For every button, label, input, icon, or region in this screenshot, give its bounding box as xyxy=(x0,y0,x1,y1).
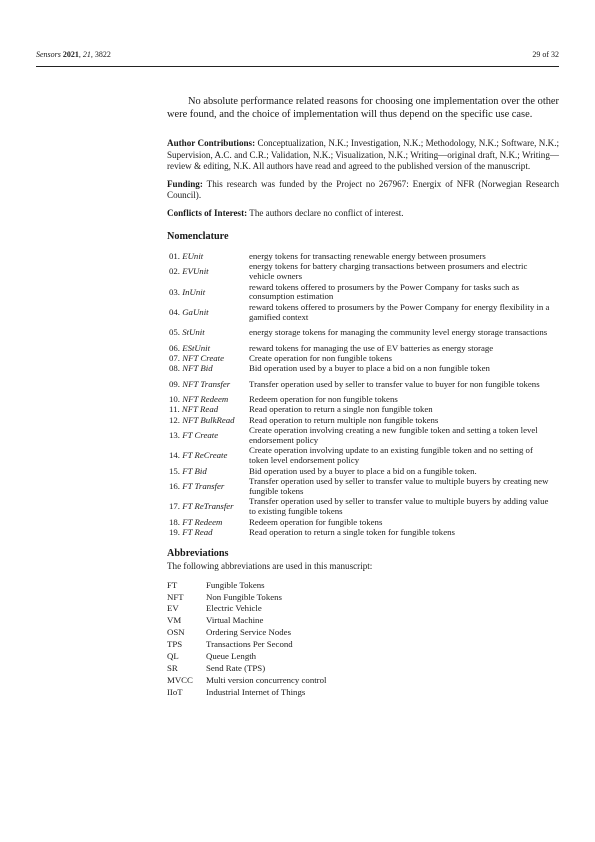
nomenclature-description: Create operation involving update to an existing fungible token and no setting of token level endorsement policy xyxy=(249,445,533,466)
nomenclature-term xyxy=(169,446,249,466)
nomenclature-term xyxy=(169,415,249,425)
journal-volume: 21 xyxy=(82,50,91,59)
nomenclature-number: 06. xyxy=(169,342,180,353)
page-number: 29 of 32 xyxy=(532,50,559,59)
nomenclature-term-name: NFT Bid xyxy=(182,363,213,374)
nomenclature-description: reward tokens offered to prosumers by the Power Company for energy flexibility in a gamified context xyxy=(249,302,550,322)
abbreviation-row xyxy=(167,639,326,651)
nomenclature-term-name: EUnit xyxy=(182,250,204,261)
nomenclature-number: 16. xyxy=(169,480,180,491)
abbreviation-row xyxy=(167,663,326,675)
abbreviation: SR xyxy=(167,662,178,673)
nomenclature-term xyxy=(169,262,249,282)
nomenclature-term-name: FT ReCreate xyxy=(182,450,228,461)
nomenclature-term-name: FT Redeem xyxy=(182,516,223,527)
nomenclature-number: 15. xyxy=(169,465,180,476)
nomenclature-description: Redeem operation for fungible tokens xyxy=(249,516,383,527)
abbreviation: IIoT xyxy=(167,686,183,697)
abbreviation-row xyxy=(167,592,326,604)
journal-year: 2021 xyxy=(62,50,79,59)
nomenclature-term-name: NFT Read xyxy=(181,404,219,415)
nomenclature-term xyxy=(169,374,249,394)
abbreviation: OSN xyxy=(167,627,185,638)
abbreviations-intro: The following abbreviations are used in this manuscript: xyxy=(167,561,373,572)
abbreviation-row xyxy=(167,687,326,699)
nomenclature-term-name: StUnit xyxy=(182,327,205,338)
abbreviation-expansion: Fungible Tokens xyxy=(206,579,265,590)
intro-paragraph: No absolute performance related reasons for choosing one implementation over the other were found, and the choice of implementation will thus depend on the specific use case. xyxy=(167,96,559,120)
abbreviation-expansion: Non Fungible Tokens xyxy=(206,591,282,602)
abbreviation: QL xyxy=(167,651,179,662)
nomenclature-number: 08. xyxy=(169,363,180,374)
abbreviation: VM xyxy=(167,615,182,626)
running-header xyxy=(36,50,559,64)
nomenclature-description: Redeem operation for non fungible tokens xyxy=(249,393,398,404)
funding xyxy=(167,179,559,202)
abbreviation: FT xyxy=(167,579,178,590)
nomenclature-table xyxy=(169,252,554,538)
nomenclature-term-name: InUnit xyxy=(182,286,206,297)
abbreviation-row xyxy=(167,603,326,615)
nomenclature-term xyxy=(169,528,249,538)
nomenclature-row xyxy=(169,477,554,497)
abbreviation-expansion: Queue Length xyxy=(206,651,257,662)
nomenclature-row xyxy=(169,282,554,302)
funding-text: This research was funded by the Project no 267967: Energix of NFR (Norwegian Research Council). xyxy=(167,178,559,201)
nomenclature-description: energy tokens for battery charging transactions between prosumers and electric vehicle owners xyxy=(249,261,528,282)
nomenclature-description: Create operation for non fungible tokens xyxy=(249,352,392,363)
nomenclature-number: 02. xyxy=(169,266,180,277)
nomenclature-row xyxy=(169,497,554,517)
nomenclature-number: 11. xyxy=(169,404,180,415)
conflicts-of-interest xyxy=(167,208,559,220)
abbreviation-expansion: Transactions Per Second xyxy=(206,639,293,650)
contributions-label: Author Contributions: xyxy=(167,138,256,148)
abbreviations-table xyxy=(167,580,326,699)
abbreviation-row xyxy=(167,615,326,627)
contributions-text: Conceptualization, N.K.; Investigation, N.K.; Methodology, N.K.; Software, N.K.; Supervision, A.C. and C.R.; Validation, N.K.; Visualization, N.K.; Writing—original draft, N.K.; Writing—review & editing, N.K. All authors have read and agreed to the published version of the manuscript. xyxy=(167,138,559,172)
abbreviation-row xyxy=(167,627,326,639)
nomenclature-number: 04. xyxy=(169,306,180,317)
nomenclature-term xyxy=(169,303,249,323)
nomenclature-title: Nomenclature xyxy=(167,230,229,242)
nomenclature-description: Bid operation used by a buyer to place a bid on a fungible token. xyxy=(249,465,477,476)
nomenclature-term-name: FT Transfer xyxy=(182,480,225,491)
header-rule xyxy=(36,66,559,67)
nomenclature-description: Transfer operation used by seller to transfer value to multiple buyers by adding value to existing fungible tokens xyxy=(249,496,549,517)
nomenclature-description: reward tokens offered to prosumers by the Power Company for tasks such as consumption estimation xyxy=(249,281,520,302)
abbreviation: TPS xyxy=(167,639,183,650)
nomenclature-term-name: NFT Redeem xyxy=(182,393,229,404)
nomenclature-row xyxy=(169,528,554,538)
nomenclature-description: Transfer operation used by seller to transfer value to buyer for non fungible tokens xyxy=(249,378,540,389)
nomenclature-description: energy storage tokens for managing the community level energy storage transactions xyxy=(249,327,548,338)
abbreviation-expansion: Multi version concurrency control xyxy=(206,674,327,685)
nomenclature-number: 12. xyxy=(169,414,180,425)
nomenclature-number: 07. xyxy=(169,352,180,363)
nomenclature-description: Create operation involving creating a new fungible token and setting a token level endorsement policy xyxy=(249,424,538,445)
nomenclature-term xyxy=(169,323,249,343)
nomenclature-row xyxy=(169,426,554,446)
abbreviation: MVCC xyxy=(167,674,193,685)
nomenclature-row xyxy=(169,323,554,343)
nomenclature-row xyxy=(169,303,554,323)
nomenclature-row xyxy=(169,374,554,394)
nomenclature-number: 18. xyxy=(169,516,180,527)
nomenclature-term-name: NFT Transfer xyxy=(182,378,231,389)
nomenclature-term-name: NFT Create xyxy=(182,352,224,363)
abbreviations-title: Abbreviations xyxy=(167,548,229,560)
nomenclature-number: 13. xyxy=(169,429,180,440)
abbreviation-row xyxy=(167,675,326,687)
nomenclature-term-name: EVUnit xyxy=(182,266,209,277)
nomenclature-number: 09. xyxy=(169,378,180,389)
nomenclature-term xyxy=(169,282,249,302)
nomenclature-description: reward tokens for managing the use of EV batteries as energy storage xyxy=(249,342,494,353)
nomenclature-number: 10. xyxy=(169,393,180,404)
conflicts-text: The authors declare no conflict of interest. xyxy=(247,207,404,218)
funding-label: Funding: xyxy=(167,178,203,189)
nomenclature-term-name: EStUnit xyxy=(182,342,211,353)
nomenclature-term-name: FT Create xyxy=(182,429,219,440)
nomenclature-number: 14. xyxy=(169,450,180,461)
journal-citation: Sensors 2021, 21, 3822 xyxy=(36,50,111,59)
nomenclature-description: Read operation to return a single token for fungible tokens xyxy=(249,527,455,537)
nomenclature-description: energy tokens for transacting renewable energy between prosumers xyxy=(249,250,486,261)
abbreviation-expansion: Ordering Service Nodes xyxy=(206,627,292,638)
abbreviation-row xyxy=(167,651,326,663)
nomenclature-term xyxy=(169,497,249,517)
conflicts-label: Conflicts of Interest: xyxy=(167,207,248,218)
author-contributions xyxy=(167,138,559,173)
nomenclature-term xyxy=(169,364,249,374)
abbreviation-row xyxy=(167,580,326,592)
nomenclature-number: 05. xyxy=(169,327,180,338)
nomenclature-term xyxy=(169,477,249,497)
nomenclature-term-name: NFT BulkRead xyxy=(182,414,235,425)
abbreviation: NFT xyxy=(167,591,184,602)
abbreviation-expansion: Send Rate (TPS) xyxy=(206,662,266,673)
abbreviation-expansion: Electric Vehicle xyxy=(206,603,262,614)
nomenclature-description: Transfer operation used by seller to transfer value to multiple buyers by creating new fungible tokens xyxy=(249,476,549,496)
abbreviation-expansion: Virtual Machine xyxy=(206,615,264,626)
nomenclature-row xyxy=(169,364,554,374)
nomenclature-number: 17. xyxy=(169,501,180,512)
nomenclature-row xyxy=(169,446,554,466)
nomenclature-number: 19. xyxy=(169,527,180,537)
nomenclature-term-name: FT Read xyxy=(182,527,213,537)
nomenclature-number: 01. xyxy=(169,250,180,261)
nomenclature-term-name: FT ReTransfer xyxy=(182,501,234,512)
nomenclature-description: Read operation to return a single non fungible token xyxy=(249,404,433,415)
nomenclature-description: Read operation to return multiple non fungible tokens xyxy=(249,414,439,425)
abbreviation-expansion: Industrial Internet of Things xyxy=(206,686,306,697)
nomenclature-term-name: FT Bid xyxy=(182,465,207,476)
nomenclature-term xyxy=(169,466,249,476)
journal-name: Sensors xyxy=(36,50,61,59)
abbreviation: EV xyxy=(167,603,179,614)
nomenclature-description: Bid operation used by a buyer to place a bid on a non fungible token xyxy=(249,363,490,374)
nomenclature-term xyxy=(169,252,249,262)
nomenclature-number: 03. xyxy=(169,286,180,297)
article-number: 3822 xyxy=(94,50,111,59)
nomenclature-term-name: GaUnit xyxy=(182,306,209,317)
main-content xyxy=(167,95,559,699)
nomenclature-row xyxy=(169,262,554,282)
nomenclature-term xyxy=(169,426,249,446)
